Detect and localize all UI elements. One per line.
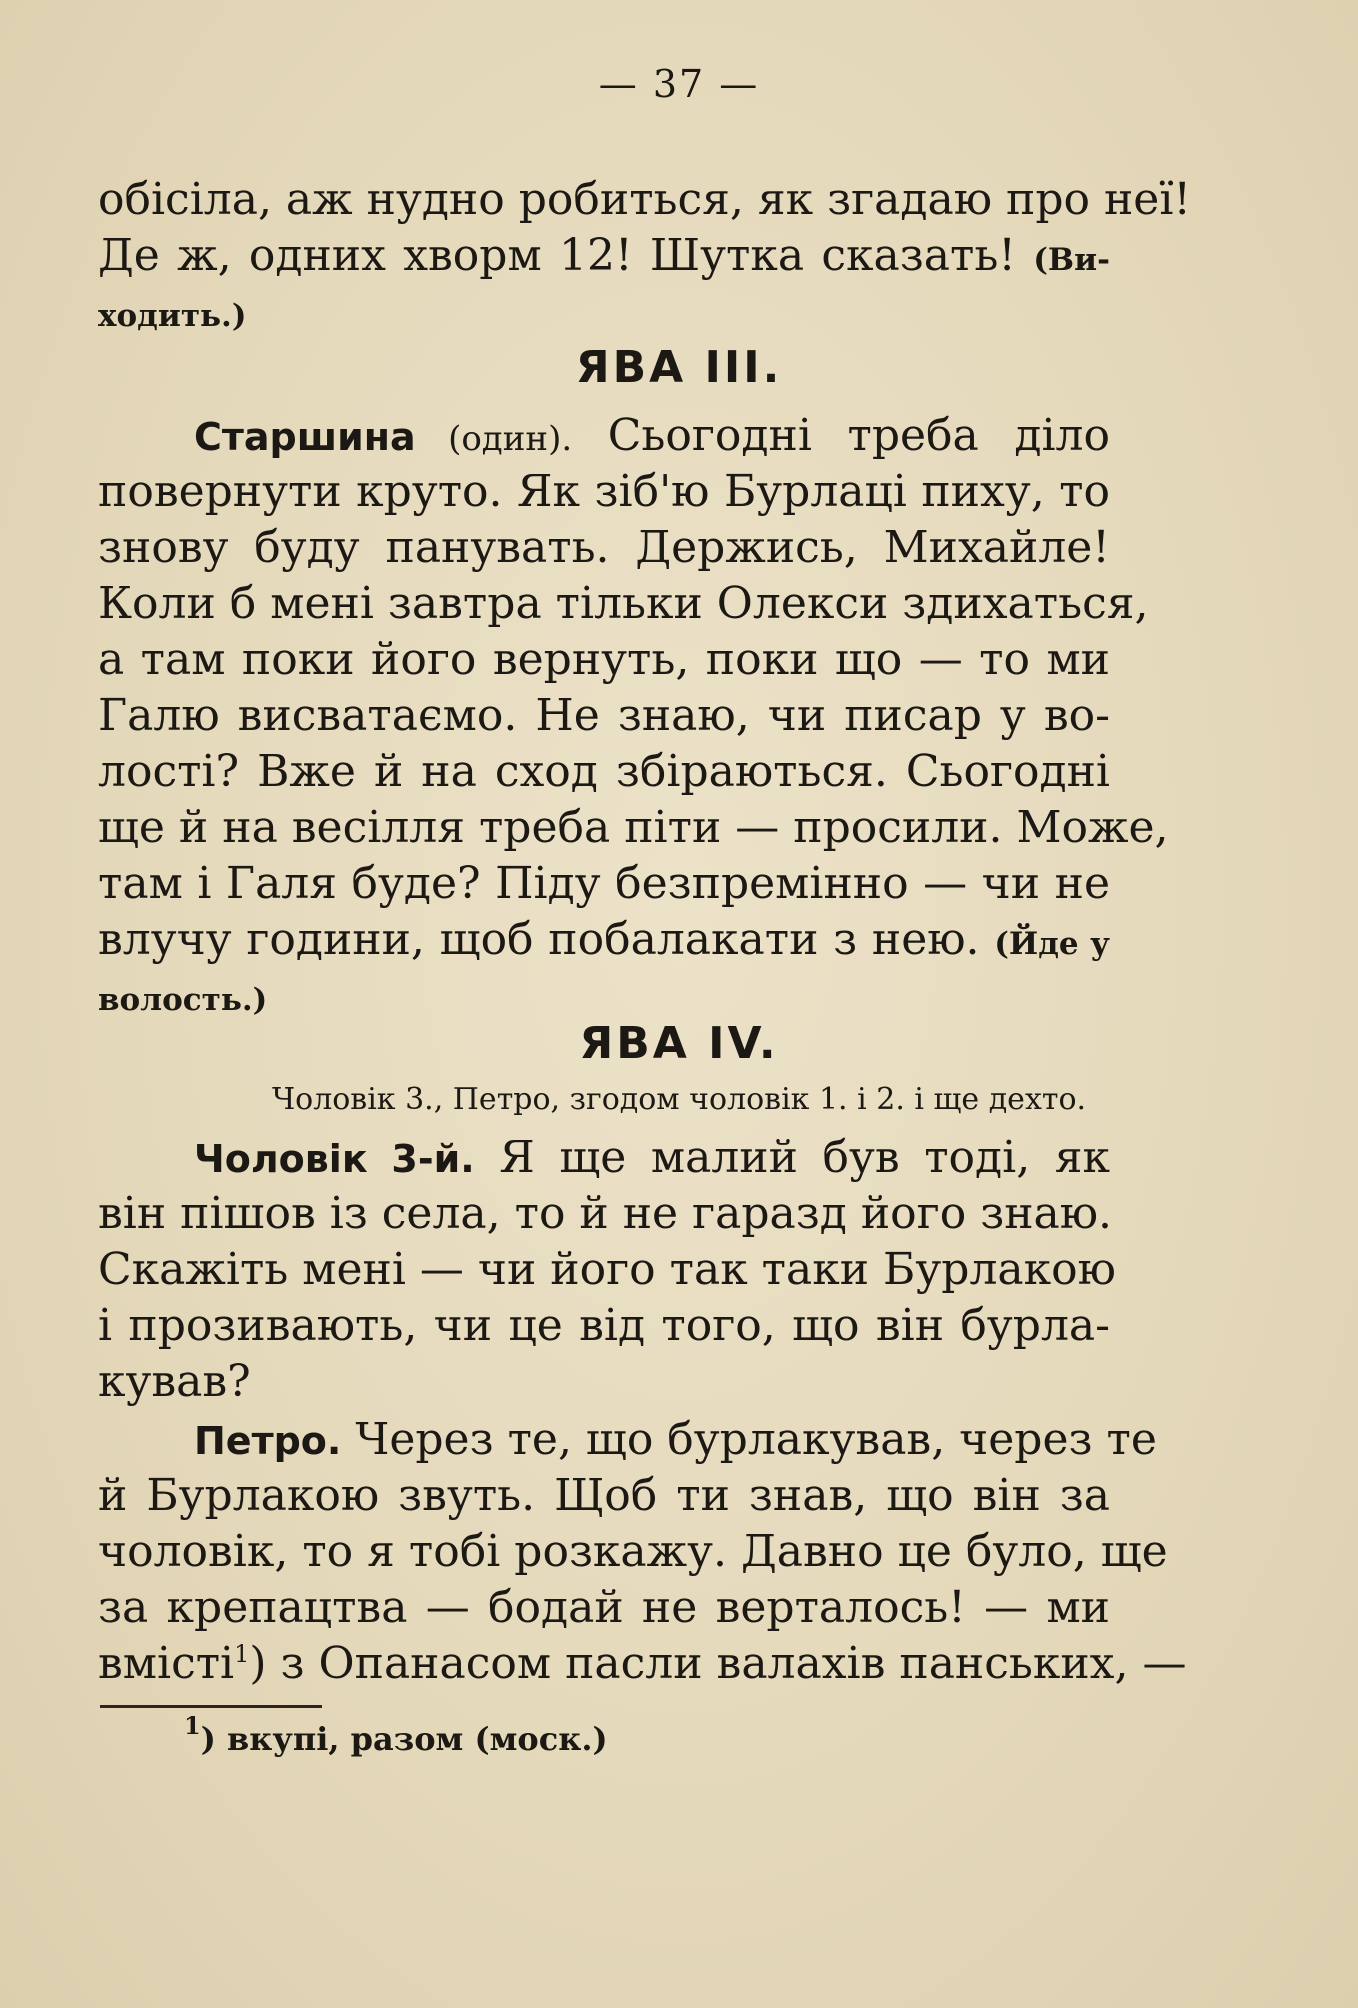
footnote-marker: 1 (234, 1640, 250, 1668)
scene3-speech (98, 408, 1169, 1024)
line-text: Я ще малий був тоді, як (474, 1132, 1110, 1183)
scene4-speech-1 (98, 1130, 1116, 1410)
text-line (98, 408, 1110, 464)
text-line: а там поки його вернуть, поки що — то ми (98, 634, 1110, 685)
line-text: Через те, що бурлакував, через те (341, 1414, 1157, 1465)
scene4-speech-2 (98, 1412, 1187, 1692)
text-line (98, 968, 1110, 1024)
text-line (98, 1130, 1110, 1186)
footnote-number: 1 (184, 1711, 201, 1740)
text-line (98, 1412, 1157, 1468)
text-line: ще й на весілля треба піти — просили. Може, (98, 802, 1169, 853)
line-text: ) з Опанасом пасли валахів панських, — (249, 1638, 1187, 1689)
text-line: там і Галя буде? Піду безпремінно — чи не (98, 858, 1110, 909)
footnote-text: ) вкупі, разом (моск.) (200, 1720, 608, 1758)
speaker-name: Петро. (194, 1419, 342, 1463)
line-text: Сьогодні треба діло (572, 410, 1110, 461)
stage-direction: (Ви- (1033, 242, 1110, 278)
scene-heading-4: ЯВА IV. (579, 1018, 779, 1069)
scene-heading-3: ЯВА III. (575, 342, 783, 393)
line-text: вмісті (98, 1638, 235, 1689)
stage-direction: волость.) (98, 982, 268, 1018)
text-line: знову буду панувать. Держись, Михайле! (98, 522, 1110, 573)
text-line (98, 284, 1110, 340)
cast-list: Чоловік 3., Петро, згодом чоловік 1. і 2. і ще дехто. (271, 1082, 1087, 1117)
text-line: повернути круто. Як зіб'ю Бурлаці пиху, то (98, 466, 1110, 517)
stage-direction: (Йде у (994, 926, 1110, 962)
text-line: й Бурлакою звуть. Щоб ти знав, що він за (98, 1470, 1110, 1521)
text-line: обісіла, аж нудно робиться, як згадаю про неї! (98, 174, 1192, 225)
continuation-paragraph (98, 172, 1192, 340)
text-line: і прозивають, чи це від того, що він бурла- (98, 1300, 1110, 1351)
text-line: Коли б мені завтра тільки Олекси здихаться, (98, 578, 1149, 629)
text-line: лості? Вже й на сход збіраються. Сьогодні (98, 746, 1110, 797)
speaker-name: Чоловік 3-й. (194, 1137, 475, 1181)
text-line: кував? (98, 1356, 251, 1407)
speaker-name: Старшина (194, 415, 416, 459)
text-line: Галю висватаємо. Не знаю, чи писар у во- (98, 690, 1110, 741)
text-line (98, 1636, 1187, 1692)
text-line: чоловік, то я тобі розкажу. Давно це було, ще (98, 1526, 1168, 1577)
stage-direction: (один). (415, 419, 573, 459)
line-text: Де ж, одних хворм 12! Шутка сказать! (98, 230, 1034, 281)
text-line: за крепацтва — бодай не верталось! — ми (98, 1582, 1110, 1633)
footnote (184, 1711, 608, 1758)
text-line: він пішов із села, то й не гаразд його знаю. (98, 1188, 1113, 1239)
footnote-divider (100, 1705, 322, 1708)
page-number: — 37 — (598, 62, 760, 106)
text-line: Скажіть мені — чи його так таки Бурлакою (98, 1244, 1116, 1295)
stage-direction: ходить.) (98, 298, 247, 334)
text-line (98, 912, 1110, 968)
text-line (98, 228, 1110, 284)
line-text: влучу години, щоб побалакати з нею. (98, 914, 995, 965)
